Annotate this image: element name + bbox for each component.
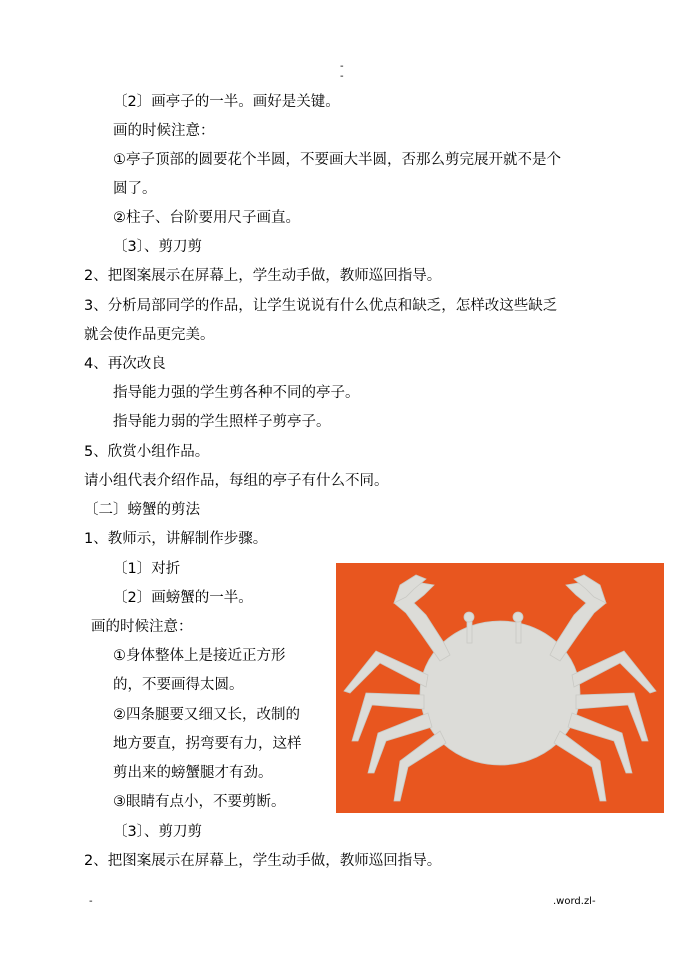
text-line: 5、欣赏小组作品。 (84, 444, 210, 460)
text-line: ②柱子、台阶要用尺子画直。 (113, 210, 300, 226)
text-line: 的，不要画得太圆。 (113, 677, 244, 693)
text-line: 请小组代表介绍作品，每组的亭子有什么不同。 (84, 473, 389, 489)
text-line: 就会使作品更完美。 (84, 327, 215, 343)
text-line: 〔1〕对折 (113, 561, 181, 577)
section-heading: 〔二〕螃蟹的剪法 (84, 502, 200, 518)
text-line: 〔3〕、剪刀剪 (113, 824, 202, 840)
text-line: 画的时候注意： (91, 619, 193, 635)
text-line: 指导能力弱的学生照样子剪亭子。 (113, 414, 331, 430)
text-line: 2、把图案展示在屏幕上，学生动手做，教师巡回指导。 (84, 853, 442, 869)
text-line: 3、分析局部同学的作品，让学生说说有什么优点和缺乏，怎样改这些缺乏 (84, 298, 558, 314)
footer-right: .word.zl- (553, 896, 596, 907)
text-line: 〔2〕画亭子的一半。画好是关键。 (113, 94, 340, 110)
footer-left: - (89, 896, 93, 907)
text-line: ①身体整体上是接近正方形 (113, 648, 286, 664)
text-line: 画的时候注意： (113, 123, 215, 139)
text-line: 〔3〕、剪刀剪 (113, 239, 202, 255)
text-line: 4、再次改良 (84, 356, 166, 372)
text-line: 2、把图案展示在屏幕上，学生动手做，教师巡回指导。 (84, 268, 442, 284)
text-line: ①亭子顶部的圆要花个半圆，不要画大半圆，否那么剪完展开就不是个 (113, 152, 561, 168)
text-line: 地方要直，拐弯要有力，这样 (113, 736, 302, 752)
text-line: 〔2〕画螃蟹的一半。 (113, 590, 253, 606)
header-mark-bottom: - (340, 71, 344, 82)
text-line: ③眼睛有点小，不要剪断。 (113, 794, 286, 810)
text-line: 1、教师示，讲解制作步骤。 (84, 531, 268, 547)
text-line: 指导能力强的学生剪各种不同的亭子。 (113, 385, 360, 401)
text-line: ②四条腿要又细又长，改制的 (113, 707, 300, 723)
text-line: 剪出来的螃蟹腿才有劲。 (113, 765, 273, 781)
header-mark-top: - (340, 61, 344, 72)
crab-papercut-image (336, 563, 664, 813)
text-line: 圆了。 (113, 181, 157, 197)
